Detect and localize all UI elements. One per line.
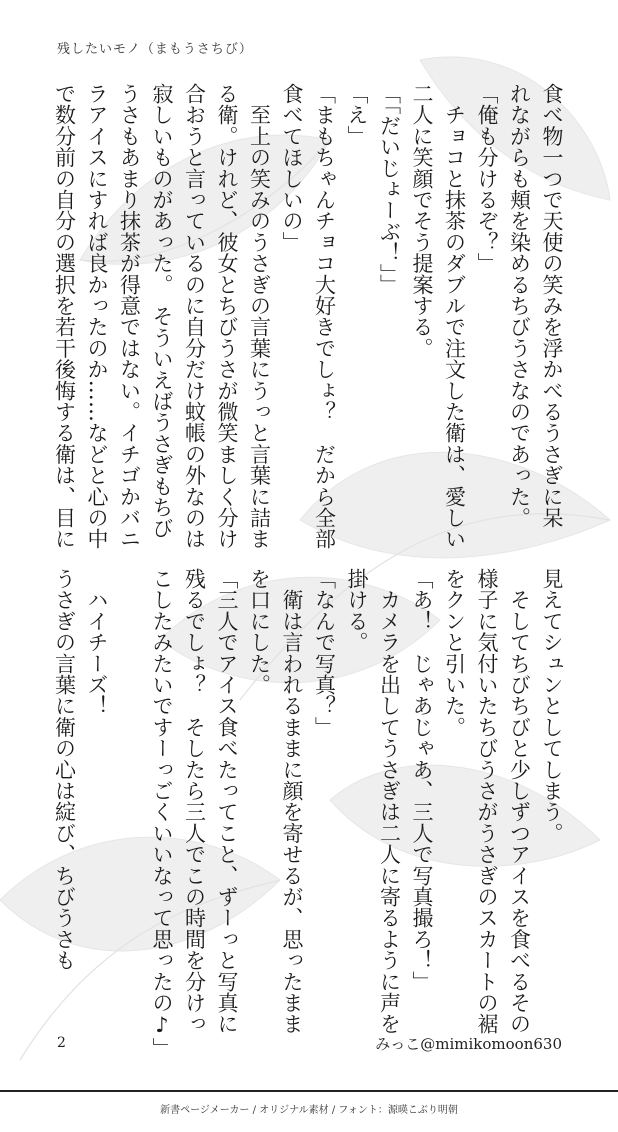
text-line: 衛は言われるままに顔を寄せるが、思ったまま	[280, 568, 304, 1035]
text-line: 「まもちゃんチョコ大好きでしょ？ だから全部	[312, 83, 337, 550]
generator-credit: 新書ページメーカー / オリジナル素材 / フォント：源暎こぶり明朝	[0, 1092, 618, 1132]
text-line: 「あ！ じゃあじゃあ、三人で写真撮ろ！」	[410, 568, 434, 992]
text-line: 「「だいじょーぶ！」」	[377, 83, 402, 296]
text-line: 見えてシュンとしてしまう。	[540, 568, 564, 844]
text-line: 至上の笑みのうさぎの言葉にうっと言葉に詰ま	[247, 83, 272, 550]
page-number: 2	[57, 1035, 66, 1051]
text-line: 寂しいものがあった。 そういえばうさぎもちび	[150, 83, 174, 539]
text-line: 合おうと言っているのに自分だけ蚊帳の外なのは	[182, 83, 207, 550]
text-line: る衛。けれど、彼女とちびうさが微笑ましく分け	[215, 83, 239, 550]
text-line: カメラを出してうさぎは二人に寄るように声を	[377, 568, 402, 1035]
text-line: 「なんで写真？」	[312, 568, 337, 738]
text-line: うさもあまり抹茶が得意ではない。イチゴかバニ	[117, 83, 142, 550]
author-credit: みっこ@mimikomoon630	[375, 1035, 562, 1053]
text-line: 掛ける。	[345, 568, 369, 653]
text-line: 残るでしょ？ そしたら三人でこの時間を分けっ	[182, 568, 207, 1035]
text-line: うさぎの言葉に衛の心は綻び、ちびうさも	[52, 568, 77, 971]
page-title: 残したいモノ（まもうさちび）	[57, 42, 253, 57]
text-line: れながらも頬を染めるちびうさなのであった。	[507, 83, 532, 529]
text-line: 二人に笑顔でそう提案する。	[410, 83, 434, 359]
text-line: 「三人でアイス食べたってこと、ずーっと写真に	[215, 568, 239, 1035]
text-block-top	[48, 83, 568, 550]
text-line: をクンと引いた。	[442, 568, 467, 738]
text-line: 「俺も分けるぞ？」	[475, 83, 499, 274]
text-line: 食べてほしいの」	[280, 83, 304, 253]
blank-line	[113, 568, 146, 1028]
text-line: ラアイスにすれば良かったのか……などと心の中	[85, 83, 109, 550]
text-line: 様子に気付いたちびうさがうさぎのスカートの裾	[475, 568, 499, 1035]
text-line: チョコと抹茶のダブルで注文した衛は、愛しい	[442, 83, 467, 550]
text-line: そしてちびちびと少しずつアイスを食べるその	[507, 568, 532, 1035]
text-line: こしたみたいですーっごくいいなって思ったの♪」	[150, 568, 174, 1059]
text-line: 食べ物一つで天使の笑みを浮かべるうさぎに呆	[540, 83, 564, 529]
text-line: 「え」	[345, 83, 369, 147]
text-line: で数分前の自分の選択を若干後悔する衛は、目に	[52, 83, 77, 550]
text-line: ハイチーズ！	[85, 568, 109, 717]
text-line: を口にした。	[247, 568, 272, 696]
